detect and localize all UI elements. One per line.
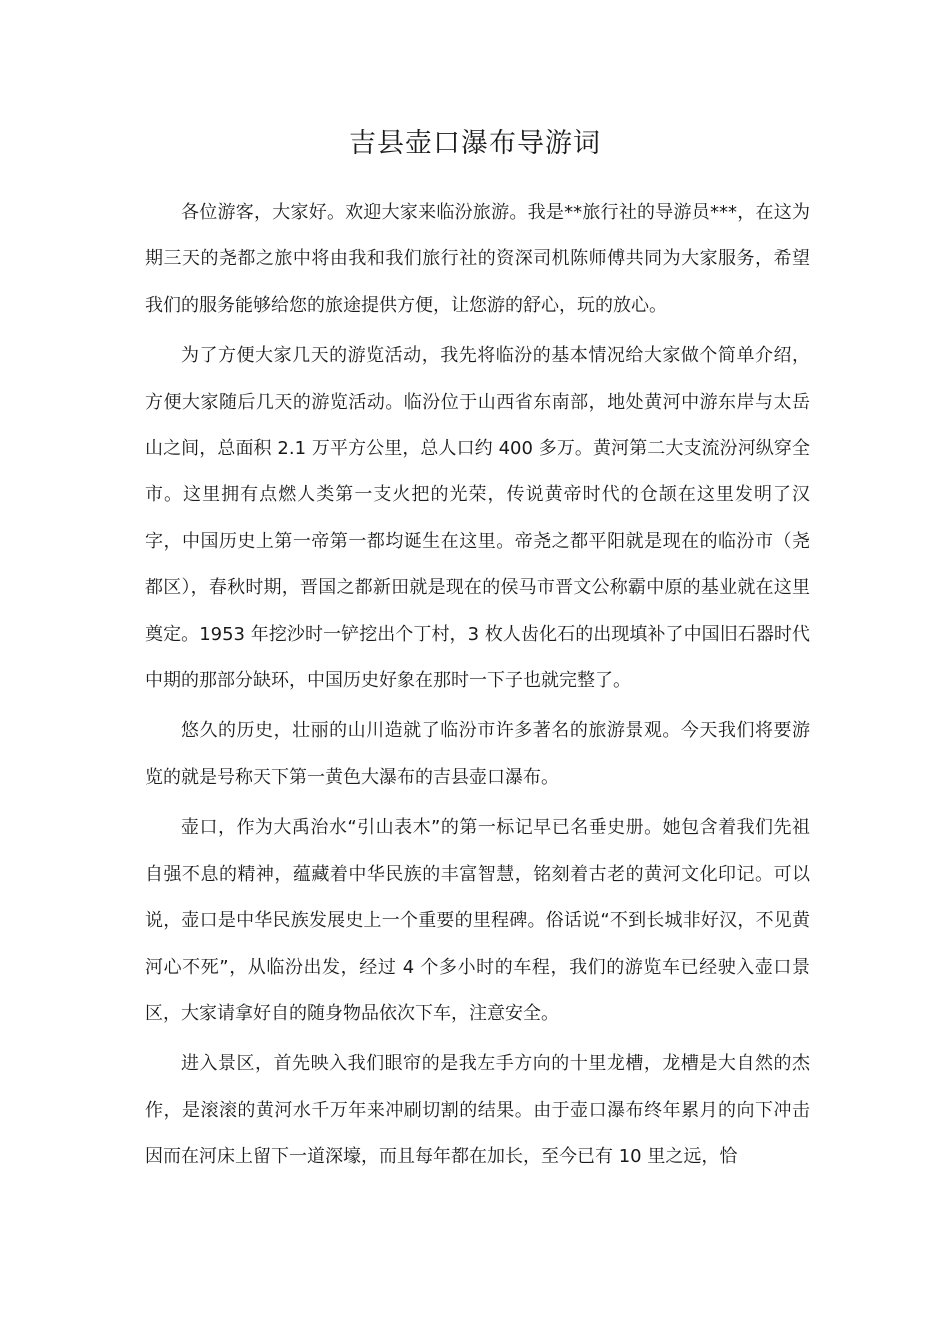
paragraph-linfen-intro: 为了方便大家几天的游览活动，我先将临汾的基本情况给大家做个简单介绍，方便大家随后几天的游览活动。临汾位于山西省东南部，地处黄河中游东岸与太岳山之间，总面积 2.1 万平方公里，总人口约 400 多万。黄河第二大支流汾河纵穿全市。这里拥有点燃人类第一支火把的光荣，传说黄帝时代的仓颉在这里发明了汉字，中国历史上第一帝第一都均诞生在这里。帝尧之都平阳就是现在的临汾市（尧都区），春秋时期，晋国之都新田就是现在的侯马市晋文公称霸中原的基业就在这里奠定。1953 年挖沙时一铲挖出个丁村，3 枚人齿化石的出现填补了中国旧石器时代中期的那部分缺环，中国历史好象在那时一下子也就完整了。 xyxy=(145,345,810,692)
paragraph-longcao: 进入景区，首先映入我们眼帘的是我左手方向的十里龙槽，龙槽是大自然的杰作，是滚滚的黄河水千万年来冲刷切割的结果。由于壶口瀑布终年累月的向下冲击因而在河床上留下一道深壕，而且每年都在加长，至今已有 10 里之远，恰 xyxy=(145,1053,810,1168)
document-title: 吉县壶口瀑布导游词 xyxy=(349,128,601,159)
paragraph-history-scenery: 悠久的历史，壮丽的山川造就了临汾市许多著名的旅游景观。今天我们将要游览的就是号称天下第一黄色大瀑布的吉县壶口瀑布。 xyxy=(145,720,810,788)
paragraph-greeting: 各位游客，大家好。欢迎大家来临汾旅游。我是**旅行社的导游员***，在这为期三天的尧都之旅中将由我和我们旅行社的资深司机陈师傅共同为大家服务，希望我们的服务能够给您的旅途提供方便，让您游的舒心，玩的放心。 xyxy=(145,202,810,316)
document-body xyxy=(145,190,810,1181)
paragraph-hukou-intro: 壶口，作为大禹治水“引山表木”的第一标记早已名垂史册。她包含着我们先祖自强不息的精神，蕴藏着中华民族的丰富智慧，铭刻着古老的黄河文化印记。可以说，壶口是中华民族发展史上一个重要的里程碑。俗话说“不到长城非好汉，不见黄河心不死”，从临汾出发，经过 4 个多小时的车程，我们的游览车已经驶入壶口景区，大家请拿好自的随身物品依次下车，注意安全。 xyxy=(145,817,810,1024)
